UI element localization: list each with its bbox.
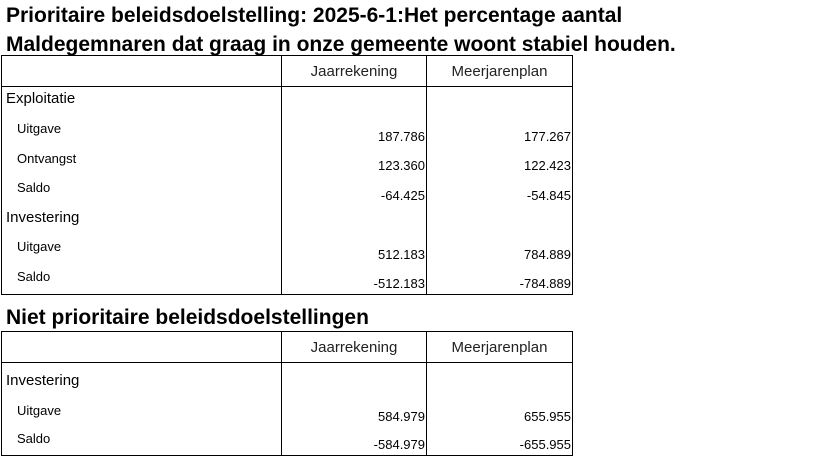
empty-cell [282,87,427,117]
priority-title-line1: Prioritaire beleidsdoelstelling: 2025-6-1:Het percentage aantal [6,4,623,27]
table-row [2,147,573,176]
empty-cell [282,206,427,235]
section-row-exploitatie [2,87,573,117]
value-meerjarenplan: -784.889 [427,265,573,295]
row-label: Ontvangst [2,147,282,176]
row-label: Saldo [2,176,282,206]
row-label: Saldo [2,265,282,295]
value-jaarrekening: 187.786 [282,117,427,147]
empty-cell [427,87,573,117]
column-header-jaarrekening: Jaarrekening [282,56,427,87]
section-label: Exploitatie [2,87,282,117]
header-empty-cell [2,332,282,363]
value-meerjarenplan: 784.889 [427,235,573,265]
column-header-meerjarenplan: Meerjarenplan [427,56,573,87]
table-header-row [2,56,573,87]
row-label: Uitgave [2,117,282,147]
table-row [2,235,573,265]
priority-budget-table [1,55,573,295]
table-header-row [2,332,573,363]
section-row-investering [2,206,573,235]
row-label: Uitgave [2,399,282,427]
value-jaarrekening: 512.183 [282,235,427,265]
value-jaarrekening: -512.183 [282,265,427,295]
table-row [2,427,573,456]
section-label: Investering [2,363,282,399]
value-jaarrekening: 584.979 [282,399,427,427]
priority-title [6,1,806,59]
row-label: Uitgave [2,235,282,265]
table-row [2,265,573,295]
value-meerjarenplan: 122.423 [427,147,573,176]
non-priority-title: Niet prioritaire beleidsdoelstellingen [6,306,369,329]
table-row [2,399,573,427]
empty-cell [427,206,573,235]
value-meerjarenplan: 655.955 [427,399,573,427]
section-label: Investering [2,206,282,235]
value-meerjarenplan: 177.267 [427,117,573,147]
value-meerjarenplan: -655.955 [427,427,573,456]
value-meerjarenplan: -54.845 [427,176,573,206]
empty-cell [427,363,573,399]
table-row [2,176,573,206]
row-label: Saldo [2,427,282,456]
empty-cell [282,363,427,399]
section-row-investering [2,363,573,399]
header-empty-cell [2,56,282,87]
priority-title-line2: Maldegemnaren dat graag in onze gemeente woont stabiel houden. [6,33,676,56]
non-priority-budget-table [1,331,573,456]
column-header-jaarrekening: Jaarrekening [282,332,427,363]
column-header-meerjarenplan: Meerjarenplan [427,332,573,363]
value-jaarrekening: -584.979 [282,427,427,456]
value-jaarrekening: 123.360 [282,147,427,176]
value-jaarrekening: -64.425 [282,176,427,206]
table-row [2,117,573,147]
